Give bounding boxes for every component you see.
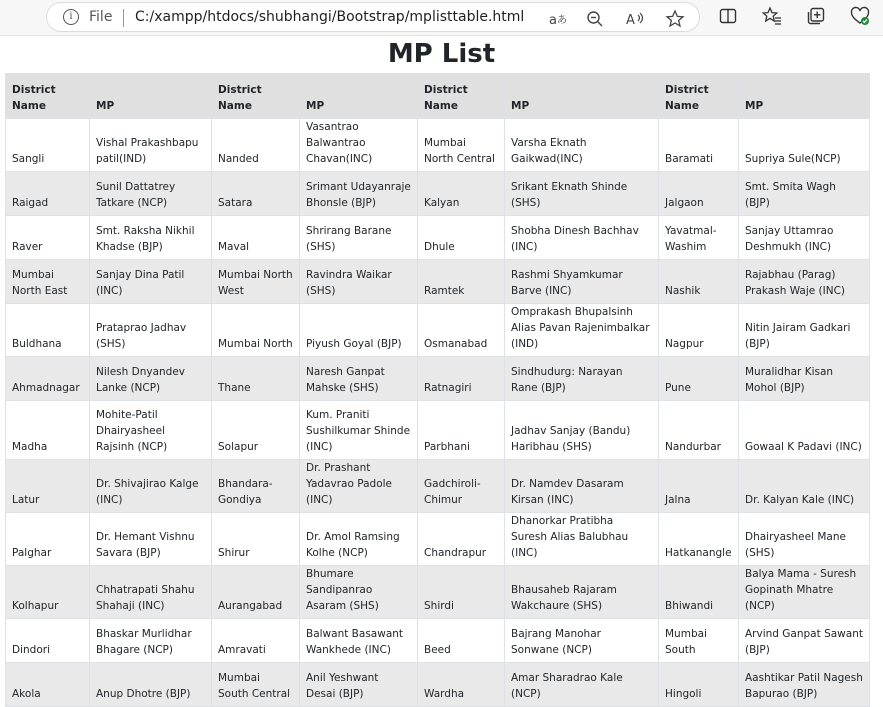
mp-list-table <box>5 73 870 707</box>
page-title: MP List <box>387 39 496 69</box>
mp-name-cell: Sunil Dattatrey Tatkare (NCP) <box>90 172 212 216</box>
table-row <box>6 401 870 460</box>
mp-name-cell: Gowaal K Padavi (INC) <box>739 401 870 460</box>
district-name-cell: Raigad <box>6 172 90 216</box>
table-row <box>6 619 870 663</box>
favorite-star-icon[interactable] <box>665 9 685 29</box>
mp-name-cell: Sanjay Dina Patil (INC) <box>90 260 212 304</box>
column-header: District Name <box>418 74 505 119</box>
mp-name-cell: Rajabhau (Parag) Prakash Waje (INC) <box>739 260 870 304</box>
browser-essentials-icon[interactable] <box>850 6 870 26</box>
mp-name-cell: Omprakash Bhupalsinh Alias Pavan Rajenimbalkar (IND) <box>505 304 659 357</box>
district-name-cell: Latur <box>6 460 90 513</box>
district-name-cell: Baramati <box>659 119 739 172</box>
district-name-cell: Gadchiroli-Chimur <box>418 460 505 513</box>
column-header: MP <box>90 74 212 119</box>
district-name-cell: Ramtek <box>418 260 505 304</box>
address-separator <box>123 9 124 27</box>
district-name-cell: Dindori <box>6 619 90 663</box>
table-row <box>6 260 870 304</box>
district-name-cell: Bhiwandi <box>659 566 739 619</box>
favorites-icon[interactable] <box>762 6 782 26</box>
file-label: File <box>89 9 113 25</box>
table-row <box>6 566 870 619</box>
mp-name-cell: Chhatrapati Shahu Shahaji (INC) <box>90 566 212 619</box>
url-text[interactable]: C:/xampp/htdocs/shubhangi/Bootstrap/mplisttable.html <box>135 9 525 25</box>
district-name-cell: Satara <box>212 172 300 216</box>
zoom-out-icon[interactable] <box>585 9 605 29</box>
mp-name-cell: Prataprao Jadhav (SHS) <box>90 304 212 357</box>
mp-name-cell: Dhairyasheel Mane (SHS) <box>739 513 870 566</box>
mp-name-cell: Anil Yeshwant Desai (BJP) <box>300 663 418 707</box>
column-header: MP <box>300 74 418 119</box>
mp-name-cell: Sindhudurg: Narayan Rane (BJP) <box>505 357 659 401</box>
address-bar[interactable] <box>46 2 700 32</box>
district-name-cell: Mumbai South <box>659 619 739 663</box>
mp-name-cell: Shrirang Barane (SHS) <box>300 216 418 260</box>
mp-name-cell: Aashtikar Patil Nagesh Bapurao (BJP) <box>739 663 870 707</box>
mp-name-cell: Bajrang Manohar Sonwane (NCP) <box>505 619 659 663</box>
mp-name-cell: Bhausaheb Rajaram Wakchaure (SHS) <box>505 566 659 619</box>
district-name-cell: Chandrapur <box>418 513 505 566</box>
district-name-cell: Shirur <box>212 513 300 566</box>
mp-name-cell: Nitin Jairam Gadkari (BJP) <box>739 304 870 357</box>
column-header: District Name <box>659 74 739 119</box>
mp-name-cell: Amar Sharadrao Kale (NCP) <box>505 663 659 707</box>
district-name-cell: Buldhana <box>6 304 90 357</box>
district-name-cell: Hatkanangle <box>659 513 739 566</box>
mp-name-cell: Vishal Prakashbapu patil(IND) <box>90 119 212 172</box>
mp-name-cell: Dhanorkar Pratibha Suresh Alias Balubhau (INC) <box>505 513 659 566</box>
mp-name-cell: Bhumare Sandipanrao Asaram (SHS) <box>300 566 418 619</box>
district-name-cell: Amravati <box>212 619 300 663</box>
column-header: MP <box>739 74 870 119</box>
district-name-cell: Mumbai North West <box>212 260 300 304</box>
mp-name-cell: Balwant Basawant Wankhede (INC) <box>300 619 418 663</box>
mp-name-cell: Anup Dhotre (BJP) <box>90 663 212 707</box>
table-row <box>6 304 870 357</box>
column-header: District Name <box>6 74 90 119</box>
info-icon[interactable]: i <box>63 9 79 25</box>
mp-name-cell: Balya Mama - Suresh Gopinath Mhatre (NCP) <box>739 566 870 619</box>
collections-icon[interactable] <box>806 6 826 26</box>
district-name-cell: Raver <box>6 216 90 260</box>
district-name-cell: Yavatmal-Washim <box>659 216 739 260</box>
district-name-cell: Bhandara-Gondiya <box>212 460 300 513</box>
mp-name-cell: Vasantrao Balwantrao Chavan(INC) <box>300 119 418 172</box>
district-name-cell: Hingoli <box>659 663 739 707</box>
mp-name-cell: Varsha Eknath Gaikwad(INC) <box>505 119 659 172</box>
table-row <box>6 357 870 401</box>
district-name-cell: Kolhapur <box>6 566 90 619</box>
translate-icon[interactable] <box>547 9 567 29</box>
mp-name-cell: Nilesh Dnyandev Lanke (NCP) <box>90 357 212 401</box>
mp-name-cell: Ravindra Waikar (SHS) <box>300 260 418 304</box>
table-row <box>6 513 870 566</box>
district-name-cell: Nagpur <box>659 304 739 357</box>
mp-name-cell: Smt. Raksha Nikhil Khadse (BJP) <box>90 216 212 260</box>
table-row <box>6 460 870 513</box>
mp-name-cell: Dr. Namdev Dasaram Kirsan (INC) <box>505 460 659 513</box>
mp-name-cell: Naresh Ganpat Mahske (SHS) <box>300 357 418 401</box>
mp-name-cell: Dr. Shivajirao Kalge (INC) <box>90 460 212 513</box>
table-body <box>6 119 870 707</box>
table-row <box>6 172 870 216</box>
district-name-cell: Thane <box>212 357 300 401</box>
district-name-cell: Nashik <box>659 260 739 304</box>
table-row <box>6 119 870 172</box>
district-name-cell: Solapur <box>212 401 300 460</box>
district-name-cell: Shirdi <box>418 566 505 619</box>
district-name-cell: Nanded <box>212 119 300 172</box>
district-name-cell: Beed <box>418 619 505 663</box>
column-header: District Name <box>212 74 300 119</box>
district-name-cell: Nandurbar <box>659 401 739 460</box>
district-name-cell: Pune <box>659 357 739 401</box>
mp-name-cell: Dr. Hemant Vishnu Savara (BJP) <box>90 513 212 566</box>
mp-name-cell: Shobha Dinesh Bachhav (INC) <box>505 216 659 260</box>
mp-name-cell: Muralidhar Kisan Mohol (BJP) <box>739 357 870 401</box>
district-name-cell: Madha <box>6 401 90 460</box>
district-name-cell: Jalgaon <box>659 172 739 216</box>
district-name-cell: Kalyan <box>418 172 505 216</box>
district-name-cell: Mumbai North <box>212 304 300 357</box>
split-screen-icon[interactable] <box>718 6 738 26</box>
table-row <box>6 216 870 260</box>
mp-name-cell: Jadhav Sanjay (Bandu) Haribhau (SHS) <box>505 401 659 460</box>
mp-name-cell: Supriya Sule(NCP) <box>739 119 870 172</box>
district-name-cell: Mumbai North East <box>6 260 90 304</box>
district-name-cell: Sangli <box>6 119 90 172</box>
column-header: MP <box>505 74 659 119</box>
read-aloud-icon[interactable] <box>625 9 645 29</box>
table-row <box>6 663 870 707</box>
browser-toolbar <box>0 0 883 36</box>
mp-name-cell: Arvind Ganpat Sawant (BJP) <box>739 619 870 663</box>
mp-name-cell: Bhaskar Murlidhar Bhagare (NCP) <box>90 619 212 663</box>
table-header-row <box>6 74 870 119</box>
svg-text:A: A <box>626 13 635 28</box>
district-name-cell: Mumbai South Central <box>212 663 300 707</box>
district-name-cell: Palghar <box>6 513 90 566</box>
district-name-cell: Mumbai North Central <box>418 119 505 172</box>
mp-name-cell: Kum. Praniti Sushilkumar Shinde (INC) <box>300 401 418 460</box>
mp-name-cell: Dr. Prashant Yadavrao Padole (INC) <box>300 460 418 513</box>
mp-name-cell: Smt. Smita Wagh (BJP) <box>739 172 870 216</box>
mp-name-cell: Srimant Udayanraje Bhonsle (BJP) <box>300 172 418 216</box>
mp-name-cell: Mohite-Patil Dhairyasheel Rajsinh (NCP) <box>90 401 212 460</box>
district-name-cell: Jalna <box>659 460 739 513</box>
district-name-cell: Akola <box>6 663 90 707</box>
district-name-cell: Wardha <box>418 663 505 707</box>
district-name-cell: Osmanabad <box>418 304 505 357</box>
mp-name-cell: Piyush Goyal (BJP) <box>300 304 418 357</box>
district-name-cell: Ratnagiri <box>418 357 505 401</box>
svg-text:あ: あ <box>557 15 567 26</box>
mp-name-cell: Sanjay Uttamrao Deshmukh (INC) <box>739 216 870 260</box>
mp-name-cell: Dr. Amol Ramsing Kolhe (NCP) <box>300 513 418 566</box>
district-name-cell: Ahmadnagar <box>6 357 90 401</box>
district-name-cell: Aurangabad <box>212 566 300 619</box>
district-name-cell: Maval <box>212 216 300 260</box>
district-name-cell: Dhule <box>418 216 505 260</box>
svg-text:a: a <box>549 13 557 28</box>
district-name-cell: Parbhani <box>418 401 505 460</box>
mp-name-cell: Srikant Eknath Shinde (SHS) <box>505 172 659 216</box>
mp-name-cell: Dr. Kalyan Kale (INC) <box>739 460 870 513</box>
mp-name-cell: Rashmi Shyamkumar Barve (INC) <box>505 260 659 304</box>
